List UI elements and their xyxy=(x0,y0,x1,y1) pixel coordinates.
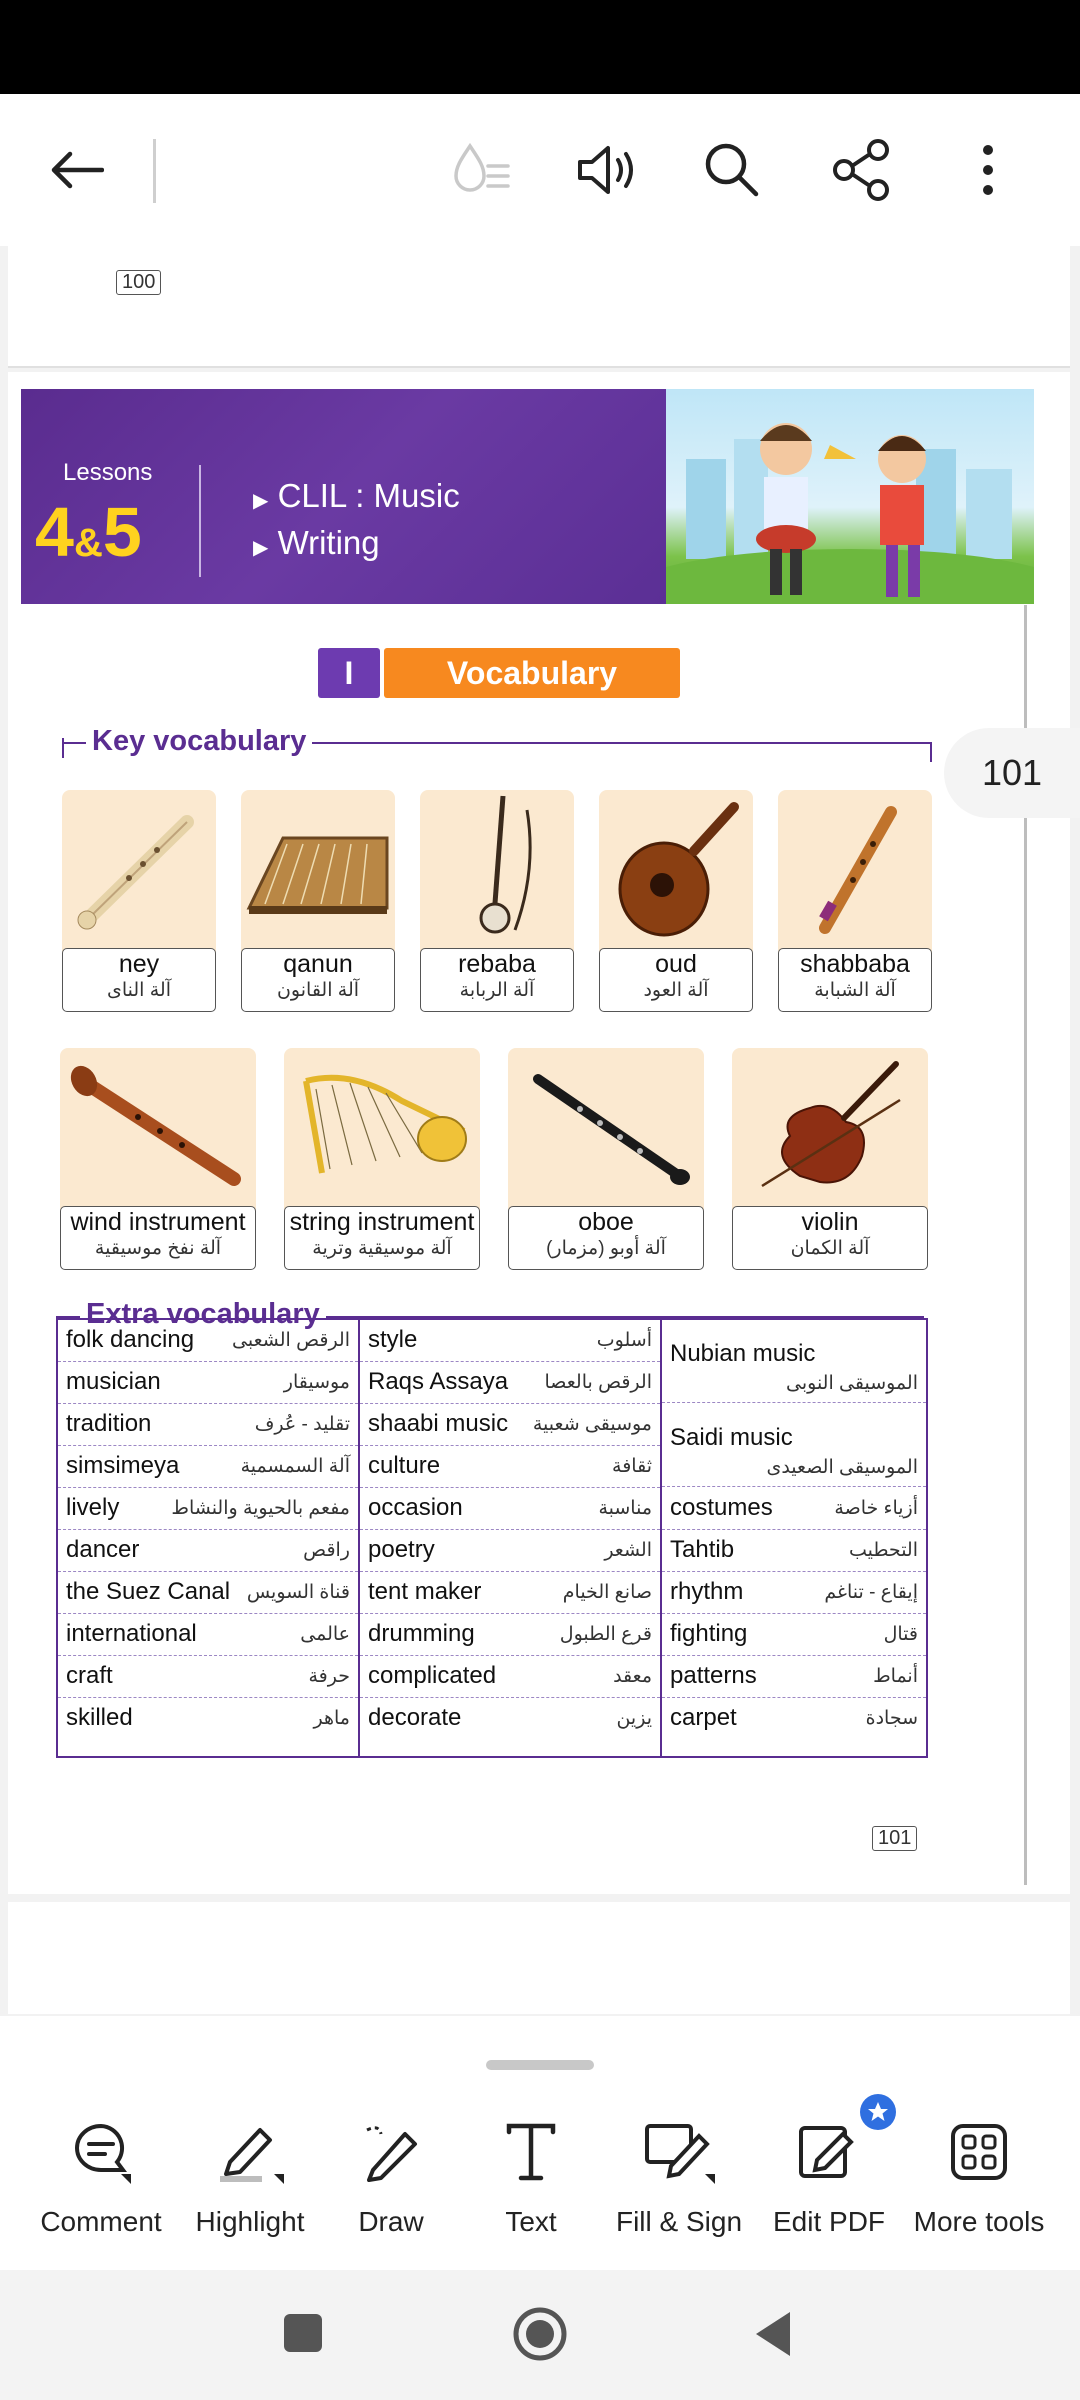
wind-instrument-icon xyxy=(60,1048,256,1204)
table-row: craft حرفة xyxy=(58,1656,358,1698)
highlight-icon xyxy=(175,2110,325,2194)
banner-illustration xyxy=(666,389,1034,604)
table-row: skilled ماهر xyxy=(66,1704,350,1731)
tool-label: Comment xyxy=(40,2206,162,2237)
tool-label: Fill & Sign xyxy=(615,2206,743,2237)
table-row: style أسلوب xyxy=(360,1320,660,1362)
table-row: carpet سجادة xyxy=(670,1704,918,1731)
vocab-card-wind-instrument xyxy=(60,1048,256,1270)
vocab-card-rebaba xyxy=(420,790,574,1012)
table-row: Saidi music الموسيقى الصعيدى xyxy=(662,1404,926,1487)
search-icon[interactable] xyxy=(696,134,768,206)
tool-text[interactable] xyxy=(456,2110,606,2250)
ney-flute-icon xyxy=(62,790,216,946)
tool-highlight[interactable] xyxy=(175,2110,325,2250)
draw-icon xyxy=(316,2110,466,2194)
vocab-card-shabbaba xyxy=(778,790,932,1012)
vocab-card-qanun xyxy=(241,790,395,1012)
vocab-label: shabbaba آلة الشبابة xyxy=(778,948,932,1012)
extra-col-1 xyxy=(58,1320,360,1756)
tool-label: Draw xyxy=(358,2206,424,2237)
vocab-label: rebaba آلة الربابة xyxy=(420,948,574,1012)
vocab-card-ney xyxy=(62,790,216,1012)
key-vocab-bracket-right xyxy=(930,742,932,762)
table-row: patterns أنماط xyxy=(662,1656,926,1698)
tool-label: More tools xyxy=(913,2206,1045,2237)
table-row: musician موسيقار xyxy=(58,1362,358,1404)
vocab-card-string-instrument xyxy=(284,1048,480,1270)
table-row: shaabi music موسيقى شعبية xyxy=(360,1404,660,1446)
vocab-label: oboe آلة أوبو (مزمار) xyxy=(508,1206,704,1270)
tool-draw[interactable] xyxy=(316,2110,466,2250)
status-bar xyxy=(0,0,1080,94)
tool-more-tools[interactable] xyxy=(904,2110,1054,2250)
vocab-card-oud xyxy=(599,790,753,1012)
back-arrow-icon[interactable] xyxy=(40,134,112,206)
more-tools-icon xyxy=(904,2110,1054,2194)
table-row: the Suez Canal قناة السويس xyxy=(58,1572,358,1614)
comment-icon xyxy=(26,2110,176,2194)
toolbar-divider xyxy=(153,139,156,203)
table-row: decorate يزين xyxy=(368,1704,652,1731)
table-row: folk dancing الرقص الشعبى xyxy=(58,1320,358,1362)
vocab-card-oboe xyxy=(508,1048,704,1270)
table-row: tent maker صانع الخيام xyxy=(360,1572,660,1614)
liquid-mode-icon[interactable] xyxy=(446,134,518,206)
banner-topics: ▶ CLIL : Music ▶ Writing xyxy=(253,477,460,561)
table-row: drumming قرع الطبول xyxy=(360,1614,660,1656)
page-footer-number: 101 xyxy=(872,1826,917,1851)
rebaba-icon xyxy=(420,790,574,946)
table-row: costumes أزياء خاصة xyxy=(662,1488,926,1530)
table-row: Nubian music الموسيقى النوبى xyxy=(662,1320,926,1403)
extra-col-2 xyxy=(360,1320,662,1756)
table-row: simsimeya آلة السمسمية xyxy=(58,1446,358,1488)
home-icon[interactable] xyxy=(512,2306,568,2362)
read-aloud-icon[interactable] xyxy=(570,134,642,206)
oboe-icon xyxy=(508,1048,704,1204)
system-back-icon[interactable] xyxy=(752,2310,792,2358)
tool-label: Highlight xyxy=(195,2206,305,2237)
extra-vocabulary-table xyxy=(56,1318,928,1758)
table-row: rhythm إيقاع - تناغم xyxy=(662,1572,926,1614)
system-nav-bar xyxy=(0,2270,1080,2400)
banner-separator xyxy=(199,465,201,577)
table-row: lively مفعم بالحيوية والنشاط xyxy=(58,1488,358,1530)
next-page-area xyxy=(8,1902,1070,2014)
tool-label: Edit PDF xyxy=(772,2206,886,2237)
table-row: complicated معقد xyxy=(360,1656,660,1698)
tool-comment[interactable] xyxy=(26,2110,176,2250)
table-row: tradition تقليد - عُرف xyxy=(58,1404,358,1446)
recent-apps-icon[interactable] xyxy=(284,2314,322,2352)
violin-icon xyxy=(732,1048,928,1204)
vocab-label: wind instrument آلة نفخ موسيقية xyxy=(60,1206,256,1270)
premium-star-icon xyxy=(860,2094,896,2130)
vocab-card-violin xyxy=(732,1048,928,1270)
tool-label: Text xyxy=(505,2206,557,2237)
key-vocab-bracket xyxy=(62,738,64,758)
table-row: poetry الشعر xyxy=(360,1530,660,1572)
sheet-drag-handle[interactable] xyxy=(486,2060,594,2070)
lessons-label: Lessons xyxy=(63,459,153,486)
table-row: culture ثقافة xyxy=(360,1446,660,1488)
table-row: Raqs Assaya الرقص بالعصا xyxy=(360,1362,660,1404)
extra-col-3 xyxy=(662,1320,926,1756)
previous-page-number: 100 xyxy=(116,270,161,295)
tool-fill-sign[interactable] xyxy=(604,2110,754,2250)
previous-page-tail xyxy=(8,246,1070,368)
topic-writing: Writing xyxy=(277,524,380,561)
text-icon xyxy=(456,2110,606,2194)
fill-sign-icon xyxy=(604,2110,754,2194)
lesson-banner xyxy=(21,389,666,604)
more-options-icon[interactable] xyxy=(952,134,1024,206)
vocab-label: ney آلة الناى xyxy=(62,948,216,1012)
vocab-label: violin آلة الكمان xyxy=(732,1206,928,1270)
extra-vocabulary-title: Extra vocabulary xyxy=(80,1298,326,1331)
key-vocabulary-title: Key vocabulary xyxy=(86,725,312,758)
section-title: Vocabulary xyxy=(384,648,680,698)
table-row: occasion مناسبة xyxy=(360,1488,660,1530)
vocab-label: oud آلة العود xyxy=(599,948,753,1012)
lesson-number: 4&5 xyxy=(35,493,142,571)
vocab-label: string instrument آلة موسيقية وترية xyxy=(284,1206,480,1270)
tool-edit-pdf[interactable] xyxy=(754,2110,904,2250)
table-row: dancer راقص xyxy=(58,1530,358,1572)
qanun-icon xyxy=(241,790,395,946)
oud-icon xyxy=(599,790,753,946)
vocab-label: qanun آلة القانون xyxy=(241,948,395,1012)
topic-clil-music: CLIL : Music xyxy=(277,477,460,514)
page-indicator[interactable]: 101 xyxy=(944,728,1080,818)
share-icon[interactable] xyxy=(826,134,898,206)
table-row: international عالمى xyxy=(58,1614,358,1656)
section-number: I xyxy=(318,648,380,698)
table-row: Tahtib التحطيب xyxy=(662,1530,926,1572)
string-instrument-icon xyxy=(284,1048,480,1204)
table-row: fighting قتال xyxy=(662,1614,926,1656)
top-toolbar xyxy=(0,94,1080,247)
shabbaba-icon xyxy=(778,790,932,946)
